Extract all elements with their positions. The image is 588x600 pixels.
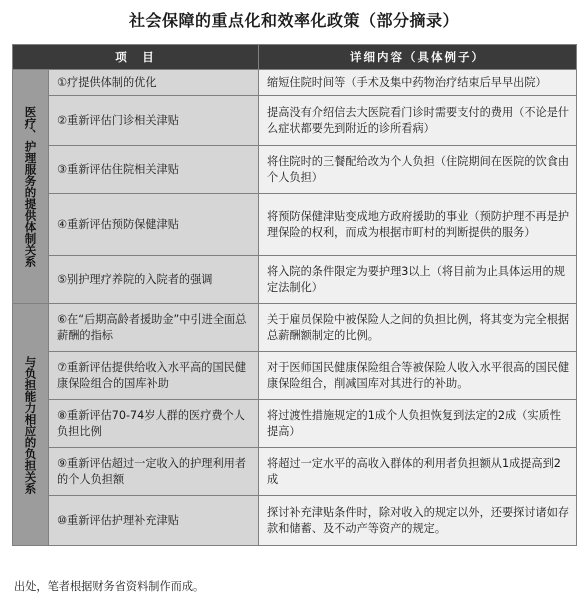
- item-cell: ②重新评估门诊相关津贴: [49, 96, 259, 146]
- item-cell: ⑦重新评估提供给收入水平高的国民健康保险组合的国库补助: [49, 352, 259, 400]
- item-cell: ⑥在“后期高龄者援助金”中引进全面总薪酬的指标: [49, 304, 259, 352]
- detail-cell: 将入院的条件限定为要护理3以上（将目前为止具体运用的规定法制化）: [259, 256, 577, 304]
- policy-table-wrapper: [12, 44, 576, 546]
- item-cell: ⑩重新评估护理补充津贴: [49, 496, 259, 546]
- category-cell-burden-capacity: [13, 304, 49, 546]
- item-cell: ④重新评估预防保健津贴: [49, 194, 259, 256]
- item-cell: ①疗提供体制的优化: [49, 70, 259, 96]
- category-label: 与负担能力相应的负担关系: [23, 355, 38, 494]
- item-cell: ⑧重新评估70-74岁人群的医疗费个人负担比例: [49, 400, 259, 448]
- detail-cell: 提高没有介绍信去大医院看门诊时需要支付的费用（不论是什么症状都要先到附近的诊所看病）: [259, 96, 577, 146]
- category-cell-service-provision: [13, 70, 49, 304]
- table-row: [13, 146, 577, 194]
- policy-table: [12, 44, 577, 546]
- detail-cell: 将过渡性措施规定的1成个人负担恢复到法定的2成（实质性提高）: [259, 400, 577, 448]
- table-row: [13, 496, 577, 546]
- page-title: 社会保障的重点化和效率化政策（部分摘录）: [128, 11, 459, 30]
- table-header-row: [13, 45, 577, 70]
- item-cell: ③重新评估住院相关津贴: [49, 146, 259, 194]
- header-detail: 详细内容（具体例子）: [259, 45, 577, 70]
- detail-cell: 将超过一定水平的高收入群体的利用者负担额从1成提高到2成: [259, 448, 577, 496]
- detail-cell: 关于雇员保险中被保险人之间的负担比例，将其变为完全根据总薪酬额制定的比例。: [259, 304, 577, 352]
- table-row: [13, 194, 577, 256]
- table-row: [13, 448, 577, 496]
- item-cell: ⑤别护理疗养院的入院者的强调: [49, 256, 259, 304]
- detail-cell: 将预防保健津贴变成地方政府援助的事业（预防护理不再是护理保险的权利，而成为根据市町村的判断提供的服务）: [259, 194, 577, 256]
- detail-cell: 对于医师国民健康保险组合等被保险人收入水平很高的国民健康保险组合，削减国库对其进行的补助。: [259, 352, 577, 400]
- table-row: [13, 96, 577, 146]
- table-row: [13, 256, 577, 304]
- category-label: 医疗、护理服务的提供体制关系: [23, 106, 38, 267]
- table-row: [13, 352, 577, 400]
- table-row: [13, 400, 577, 448]
- table-row: [13, 70, 577, 96]
- detail-cell: 缩短住院时间等（手术及集中药物治疗结束后早早出院）: [259, 70, 577, 96]
- item-cell: ⑨重新评估超过一定收入的护理利用者的个人负担额: [49, 448, 259, 496]
- detail-cell: 将住院时的三餐配给改为个人负担（住院期间在医院的饮食由个人负担）: [259, 146, 577, 194]
- detail-cell: 探讨补充津贴条件时，除对收入的规定以外，还要探讨诸如存款和储蓄、及不动产等资产的规定。: [259, 496, 577, 546]
- header-item: 项 目: [13, 45, 259, 70]
- table-row: [13, 304, 577, 352]
- source-note: 出处，笔者根据财务省资料制作而成。: [14, 580, 205, 593]
